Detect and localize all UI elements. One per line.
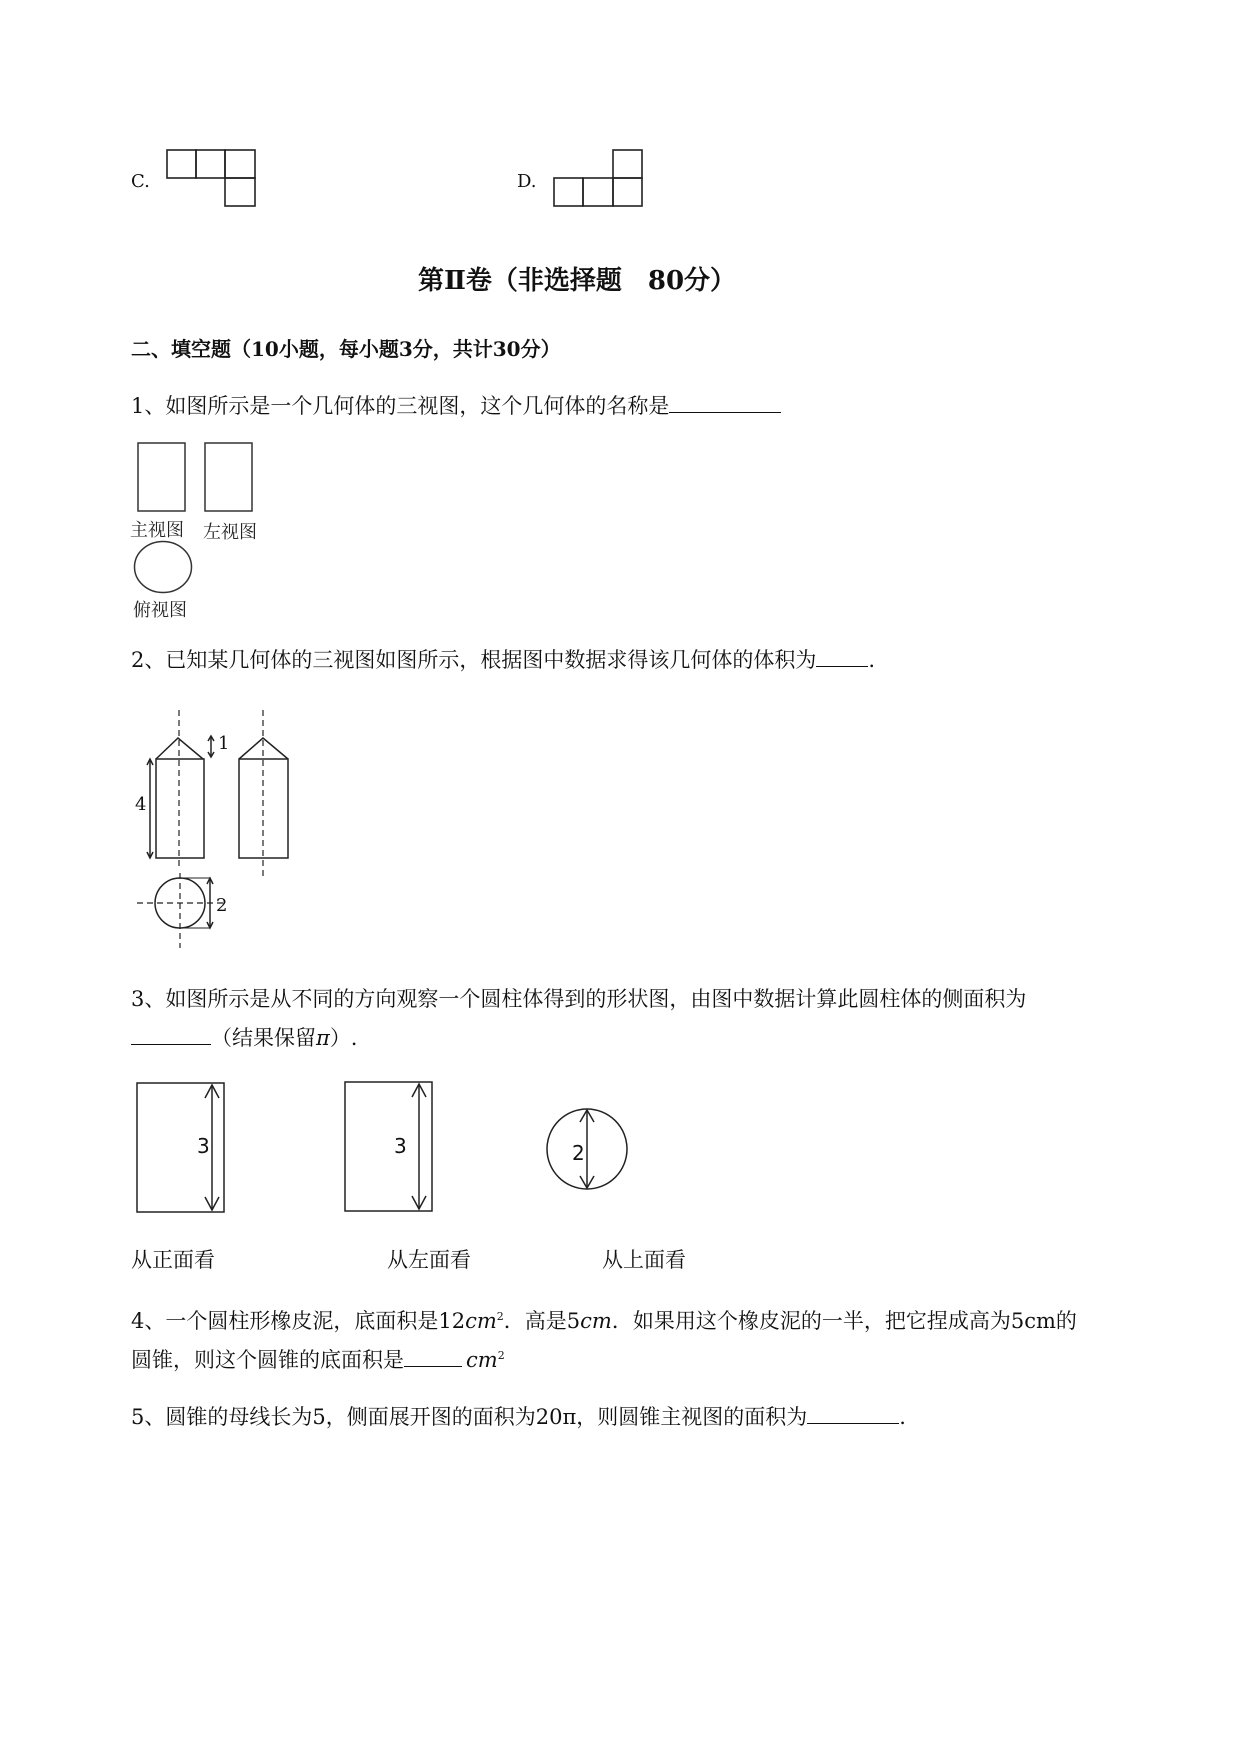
answer-blank-3[interactable] [131,1026,211,1045]
question-5 [131,1405,906,1428]
question-2-end: . [868,648,876,672]
question-4-line1 [131,1311,1077,1332]
question-3-text2: （结果保留 [211,1026,316,1050]
q3-caption-left: 从左面看 [387,1248,471,1272]
q4-height-unit: cm [580,1309,612,1333]
answer-blank-2[interactable] [816,648,868,667]
pi-symbol: π [316,1026,330,1050]
q2-dim-label-4: 4 [135,794,147,815]
q4-answer-unit: cm [466,1348,498,1372]
answer-blank-1[interactable] [669,394,781,413]
question-5-text: 5、圆锥的母线长为5，侧面展开图的面积为20π，则圆锥主视图的面积为 [131,1405,808,1429]
q3-left-view [344,1081,436,1216]
q4-area-value: 12 [438,1309,466,1333]
question-2-text: 2、已知某几何体的三视图如图所示，根据图中数据求得该几何体的体积为 [131,648,817,672]
question-3-text: 3、如图所示是从不同的方向观察一个圆柱体得到的形状图，由图中数据计算此圆柱体的侧面积为 [131,987,1027,1011]
q3-top-label: 2 [572,1141,585,1165]
part-title: 第Ⅱ卷（非选择题 80分） [417,266,737,296]
option-d-figure [552,149,644,209]
q1-top-view [133,540,195,596]
q3-front-label: 3 [197,1134,210,1158]
question-4-part3: ．如果用这个橡皮泥的一半，把它捏成高为5cm的 [611,1309,1077,1333]
q3-top-view [545,1107,631,1193]
question-4-part1: 4、一个圆柱形橡皮泥，底面积是 [131,1309,439,1333]
q4-height-value: 5 [566,1309,581,1333]
q3-caption-top: 从上面看 [602,1248,686,1272]
answer-blank-4[interactable] [404,1348,462,1367]
q3-left-label: 3 [394,1134,407,1158]
q2-dim-label-2: 2 [216,895,228,916]
question-1-text: 1、如图所示是一个几何体的三视图，这个几何体的名称是 [131,394,670,418]
q1-caption-top: 俯视图 [133,600,187,621]
q4-answer-unit-exponent: 2 [497,1349,505,1362]
q3-front-view [136,1082,228,1217]
answer-blank-5[interactable] [807,1405,899,1424]
q4-area-unit: cm [465,1309,497,1333]
q1-left-view [204,442,254,514]
question-2 [131,648,875,671]
question-3-line2 [131,1026,358,1049]
q4-area-unit-exponent: 2 [496,1310,504,1323]
q2-three-view-figure [130,708,300,953]
q3-caption-front: 从正面看 [131,1248,215,1272]
option-d-label: D. [517,171,537,192]
question-4-line2 [131,1348,505,1371]
q1-caption-front: 主视图 [130,520,184,541]
q1-front-view [137,442,187,514]
question-1 [131,394,781,417]
question-5-end: . [899,1405,906,1429]
question-4-part4: 圆锥，则这个圆锥的底面积是 [131,1348,404,1372]
option-c-label: C. [131,171,150,192]
option-c-figure [166,149,258,209]
q2-dim-label-1: 1 [218,733,230,754]
section-heading: 二、填空题（10小题，每小题3分，共计30分） [131,337,561,361]
question-4-part2: ．高是 [503,1309,567,1333]
q1-caption-left: 左视图 [203,522,257,543]
question-3-text2-end: ）. [329,1026,358,1050]
